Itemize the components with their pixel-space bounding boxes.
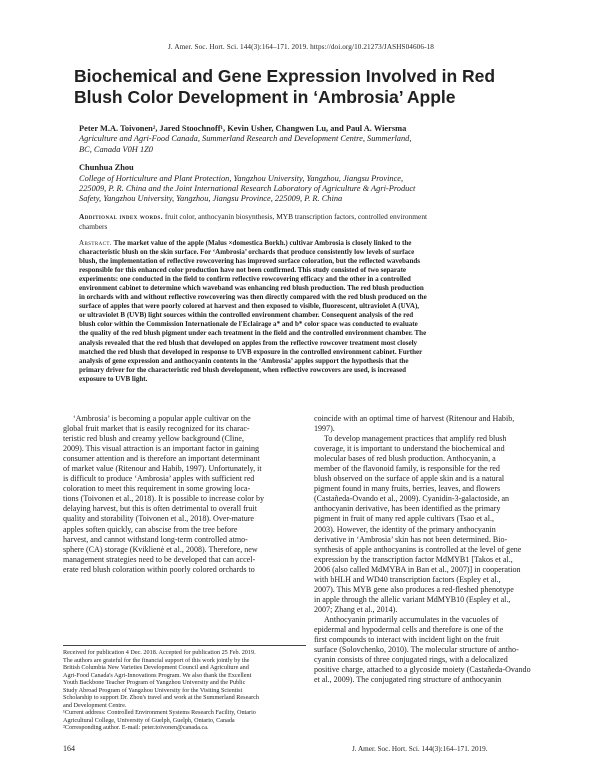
body-line: in apple through the allelic variant MdMYB10 (Espley et al.,: [314, 594, 511, 604]
body-line: coloration to meet this requirement in some growing loca-: [63, 484, 251, 494]
body-line: molecular bases of red blush production. Anthocyanin, a: [314, 454, 496, 464]
footnote-divider: [63, 645, 306, 646]
body-line: positive charge, attached to a glycoside moiety (Castañeda-Ovando: [314, 665, 531, 675]
body-line: 2009). This visual attraction is an important factor in gaining: [63, 444, 260, 454]
abstract-text: analysis revealed that the red blush that developed on apples from the reflective rowcover treatment most closely: [79, 338, 418, 347]
footnote-line: Youth Backbone Teacher Program of Yangzhou University and the Public: [63, 679, 246, 686]
body-line: 2003). However, the identity of the primary anthocyanin: [314, 524, 496, 534]
body-line: 1997).: [314, 424, 335, 434]
body-column-right: [314, 414, 558, 685]
footnote-line: Received for publication 4 Dec. 2018. Accepted for publication 25 Feb. 2019.: [63, 649, 256, 656]
footnotes-block: [63, 649, 307, 732]
abstract-text: responsible for this enhanced color production have not been confirmed. This study consisted of two separate: [79, 266, 407, 275]
affiliation-line: 225009, P. R. China and the Joint International Research Laboratory of Agriculture & Agri-Product: [79, 184, 416, 194]
body-line: erate red blush coloration within poorly colored orchards to: [63, 564, 255, 574]
body-line: 2007). This MYB gene also produces a red-fleshed phenotype: [314, 584, 514, 594]
affiliation-line: College of Horticulture and Plant Protection, Yangzhou University, Yangzhou, Jiangsu Province,: [79, 173, 404, 183]
affiliation-line: BC, Canada V0H 1Z0: [79, 144, 153, 154]
body-line: anthocyanin derivative, has been identified as the primary: [314, 504, 501, 514]
body-line: derivative in ‘Ambrosia’ skin has not been determined. Bio-: [314, 534, 508, 544]
abstract-text: blush, the implementation of reflective rowcovering has improved surface coloration, but the reflected wavebands: [79, 257, 421, 266]
journal-reference-footer: J. Amer. Soc. Hort. Sci. 144(3):164–171. 2019.: [352, 745, 488, 753]
body-line: pigment in fruit of many red apple cultivars (Tsao et al.,: [314, 514, 494, 524]
footnote-line: and Development Centre.: [63, 701, 127, 709]
body-line: global fruit market that is easily recognized for its charac-: [63, 424, 250, 434]
abstract-text: exposure to UVB light.: [79, 374, 148, 383]
abstract-line: [79, 239, 535, 248]
abstract-text: the quality of the red blush pigment under each treatment in the field and the controlled environment chamber. The: [79, 329, 427, 338]
body-line: with bHLH and WD40 transcription factors (Espley et al.,: [314, 574, 501, 584]
body-line: quality and storability (Toivonen et al., 2018). Over-mature: [63, 514, 255, 524]
title-line: Biochemical and Gene Expression Involved in Red: [74, 66, 496, 86]
abstract-block: [79, 239, 535, 384]
body-line: pigment found in many fruits, berries, leaves, and flowers: [314, 484, 501, 494]
body-line: apples soften quickly, can abscise from the tree before: [63, 524, 238, 534]
keywords-text: fruit color, anthocyanin biosynthesis, MYB transcription factors, controlled environment: [164, 212, 428, 221]
footnote-line: British Columbia New Varieties Development Council and Agriculture and: [63, 664, 249, 671]
footnote-line: ¹Current address: Controlled Environment Systems Research Facility, Ontario: [63, 709, 256, 716]
abstract-text: in orchards with and without reflective rowcovering was then directly compared with the red blush produced on the: [79, 293, 427, 302]
affiliation-line: Safety, Yangzhou University, Yangzhou, Jiangsu Province, 225009, P. R. China: [79, 194, 343, 204]
body-line: management strategies need to be developed that can accel-: [63, 554, 256, 564]
body-line: member of the flavonoid family, is responsible for the red: [314, 464, 500, 474]
abstract-text: primary driver for the characteristic red blush development, when reflective rowcovers are used, is increased: [79, 365, 407, 374]
abstract-text: blush color within the Commission Internationale de l'Eclairage a* and b* color space was conducted to evaluate: [79, 320, 418, 329]
body-line: 2006 (also called MdMYBA in Ban et al., 2007)] in cooperation: [314, 564, 521, 574]
body-line: (Castañeda-Ovando et al., 2009). Cyanidin-3-galactoside, an: [314, 494, 510, 504]
title-line: Blush Color Development in ‘Ambrosia’ Apple: [74, 87, 456, 107]
abstract-label: Abstract.: [79, 239, 112, 247]
body-line: epidermal and hypodermal cells and therefore is one of the: [314, 624, 504, 634]
footnote-line: Scholarship to support Dr. Zhou's travel and work at the Summerland Research: [63, 694, 259, 701]
keywords-block: [79, 212, 539, 231]
body-line: sphere (CA) storage (Kviklienė et al., 2008). Therefore, new: [63, 544, 258, 554]
body-line: coverage, it is important to understand the biochemical and: [314, 444, 505, 454]
body-line: expression by the transcription factor MdMYB1 [Takos et al.,: [314, 554, 513, 564]
body-line: coincide with an optimal time of harvest (Ritenour and Habib,: [314, 414, 515, 423]
article-title: [74, 66, 554, 108]
body-line: To develop management practices that amplify red blush: [324, 434, 507, 444]
body-line: first compounds to interact with incident light on the fruit: [314, 635, 500, 645]
abstract-text: surface of apples that were poorly colored at harvest and then exposed to visible, fluorescent, ultraviolet A (UVA),: [79, 302, 420, 311]
body-line: 2007; Zhang et al., 2014).: [314, 604, 398, 614]
abstract-text: analysis of gene expression and anthocyanin contents in the ‘Ambrosia’ apples support the hypothesis that the: [79, 356, 409, 365]
author-block: [79, 124, 539, 205]
body-line: delaying harvest, but this is often detrimental to overall fruit: [63, 504, 257, 514]
footnote-line: Study Abroad Program of Yangzhou University for the Visiting Scientist: [63, 686, 243, 694]
footnote-line: Agricultural College, University of Guelph, Guelph, Ontario, Canada: [63, 716, 235, 724]
keywords-line: [79, 212, 539, 222]
page-number: 164: [63, 744, 75, 753]
body-line: is difficult to produce ‘Ambrosia’ apples with sufficient red: [63, 474, 255, 484]
abstract-text: matched the red blush that developed in response to UVB exposure in the controlled environment cabinet. Further: [79, 347, 423, 356]
body-line: teristic red blush and creamy yellow background (Cline,: [63, 434, 244, 444]
body-line: synthesis of apple anthocyanins is controlled at the level of gene: [314, 544, 522, 554]
author-list: Peter M.A. Toivonen², Jared Stoochnoff¹, Kevin Usher, Changwen Lu, and Paul A. Wiersma: [79, 124, 407, 133]
body-line: harvest, and cannot withstand long-term controlled atmo-: [63, 534, 248, 544]
body-line: Anthocyanin primarily accumulates in the vacuoles of: [324, 614, 499, 624]
body-line: tions (Toivonen et al., 2018). It is possible to increase color by: [63, 494, 265, 504]
keywords-label: Additional index words.: [79, 212, 163, 221]
body-line: consumer attention and is therefore an important determinant: [63, 454, 260, 464]
body-line: ‘Ambrosia’ is becoming a popular apple cultivar on the: [73, 414, 251, 423]
footnote-line: Agri-Food Canada's Agri-Innovations Program. We also thank the Excellent: [63, 671, 252, 679]
body-line: of market value (Ritenour and Habib, 1997). Unfortunately, it: [63, 464, 262, 474]
body-column-left: [63, 414, 307, 575]
abstract-text: or ultraviolet B (UVB) light sources within the controlled environment chamber. Consequent analysis of the red: [79, 311, 414, 320]
body-line: cyanin consists of three conjugated rings, with a delocalized: [314, 655, 508, 665]
abstract-text: The market value of the apple (Malus ×domestica Borkh.) cultivar Ambrosia is closely linked to the: [113, 239, 412, 247]
body-line: blush observed on the surface of apple skin and is a natural: [314, 474, 505, 484]
footnote-line: The authors are grateful for the financial support of this work jointly by the: [63, 656, 250, 664]
keywords-text: chambers: [79, 221, 108, 231]
affiliation-line: Agriculture and Agri-Food Canada, Summerland Research and Development Centre, Summerland,: [79, 134, 412, 144]
footnote-line: ²Corresponding author. E-mail: peter.toivonen@canada.ca.: [63, 724, 209, 731]
journal-reference-header: J. Amer. Soc. Hort. Sci. 144(3):164–171. 2019. https://doi.org/10.21273/JASHS04606-18: [168, 43, 434, 51]
abstract-text: experiments: one conducted in the field to confirm reflective rowcovering efficacy and the other in a controlled: [79, 275, 411, 284]
author-name: Chunhua Zhou: [79, 163, 134, 173]
abstract-text: environment cabinet to determine which waveband was enhancing red blush production. The red blush production: [79, 284, 424, 293]
abstract-text: characteristic blush on the skin surface. For ‘Ambrosia’ orchards that produce consistently low levels of surface: [79, 248, 415, 257]
body-line: surface (Solovchenko, 2010). The molecular structure of antho-: [314, 645, 519, 655]
body-line: et al., 2009). The conjugated ring structure of anthocyanin: [314, 675, 502, 685]
